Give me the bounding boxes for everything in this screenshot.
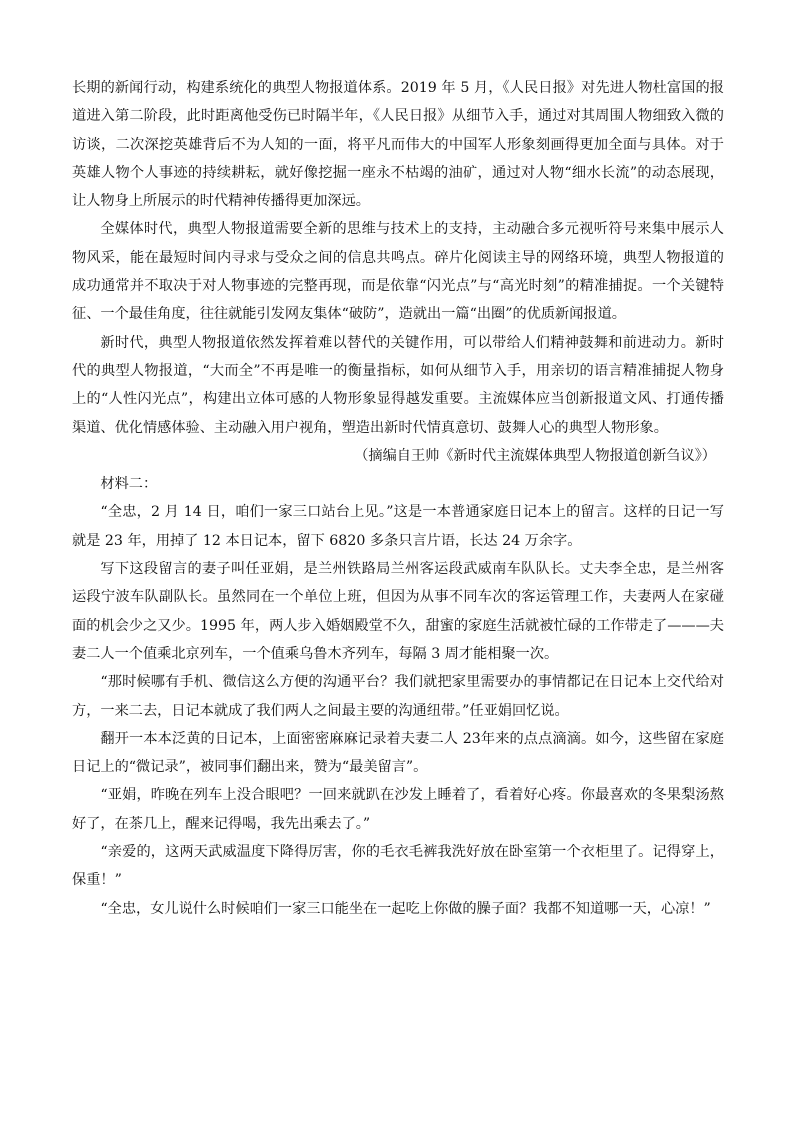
source-citation: （摘编自王帅《新时代主流媒体典型人物报道创新刍议》）	[354, 447, 716, 464]
paragraph-4: “全忠，2 月 14 日，咱们一家三口站台上见。”这是一本普通家庭日记本上的留言。这样的日记一写就是 23 年，用掉了 12 本日记本，留下 6820 多条只言片语，长达 24 万余字。	[72, 504, 724, 549]
paragraph-2: 全媒体时代，典型人物报道需要全新的思维与技术上的支持，主动融合多元视听符号来集中展示人物风采，能在最短时间内寻求与受众之间的信息共鸣点。碎片化阅读主导的网络环境，典型人物报道的成功通常并不取决于对人物事迹的完整再现，而是依靠“闪光点”与“高光时刻”的精准捕捉。一个关键特征、一个最佳角度，往往就能引发网友集体“破防”，造就出一篇“出圈”的优质新闻报道。	[72, 221, 724, 323]
paragraph-10: “全忠，女儿说什么时候咱们一家三口能坐在一起吃上你做的臊子面？我都不知道哪一天，心凉！”	[100, 900, 711, 917]
paragraph-3: 新时代，典型人物报道依然发挥着难以替代的关键作用，可以带给人们精神鼓舞和前进动力。新时代的典型人物报道，“大而全”不再是唯一的衡量指标，如何从细节入手，用亲切的语言精准捕捉人物身上的“人性闪光点”，构建出立体可感的人物形象显得越发重要。主流媒体应当创新报道文风、打通传播渠道、优化情感体验、主动融入用户视角，塑造出新时代情真意切、鼓舞人心的典型人物形象。	[72, 334, 724, 436]
paragraph-6: “那时候哪有手机、微信这么方便的沟通平台？我们就把家里需要办的事情都记在日记本上交代给对方，一来二去，日记本就成了我们两人之间最主要的沟通纽带。”任亚娟回忆说。	[72, 674, 724, 719]
material-two-label: 材料二：	[100, 476, 158, 493]
document-body	[72, 74, 724, 923]
paragraph-1: 长期的新闻行动，构建系统化的典型人物报道体系。2019 年 5 月，《人民日报》对先进人物杜富国的报道进入第二阶段，此时距离他受伤已时隔半年，《人民日报》从细节入手，通过对其周围人物细致入微的访谈，二次深挖英雄背后不为人知的一面，将平凡而伟大的中国军人形象刻画得更加全面与具体。对于英雄人物个人事迹的持续耕耘，就好像挖掘一座永不枯竭的油矿，通过对人物“细水长流”的动态展现，让人物身上所展示的时代精神传播得更加深远。	[72, 80, 724, 210]
paragraph-9: “亲爱的，这两天武威温度下降得厉害，你的毛衣毛裤我洗好放在卧室第一个衣柜里了。记得穿上，保重！”	[72, 844, 724, 889]
paragraph-5: 写下这段留言的妻子叫任亚娟，是兰州铁路局兰州客运段武威南车队队长。丈夫李全忠，是兰州客运段宁波车队副队长。虽然同在一个单位上班，但因为从事不同车次的客运管理工作，夫妻两人在家碰面的机会少之又少。1995 年，两人步入婚姻殿堂不久，甜蜜的家庭生活就被忙碌的工作带走了———夫妻二人一个值乘北京列车，一个值乘乌鲁木齐列车，每隔 3 周才能相聚一次。	[72, 561, 724, 662]
paragraph-7: 翻开一本本泛黄的日记本，上面密密麻麻记录着夫妻二人 23年来的点点滴滴。如今，这些留在家庭日记上的“微记录”，被同事们翻出来，赞为“最美留言”。	[72, 730, 724, 776]
paragraph-8: “亚娟，昨晚在列车上没合眼吧？一回来就趴在沙发上睡着了，看着好心疼。你最喜欢的冬果梨汤熬好了，在茶几上，醒来记得喝，我先出乘去了。”	[72, 787, 724, 832]
